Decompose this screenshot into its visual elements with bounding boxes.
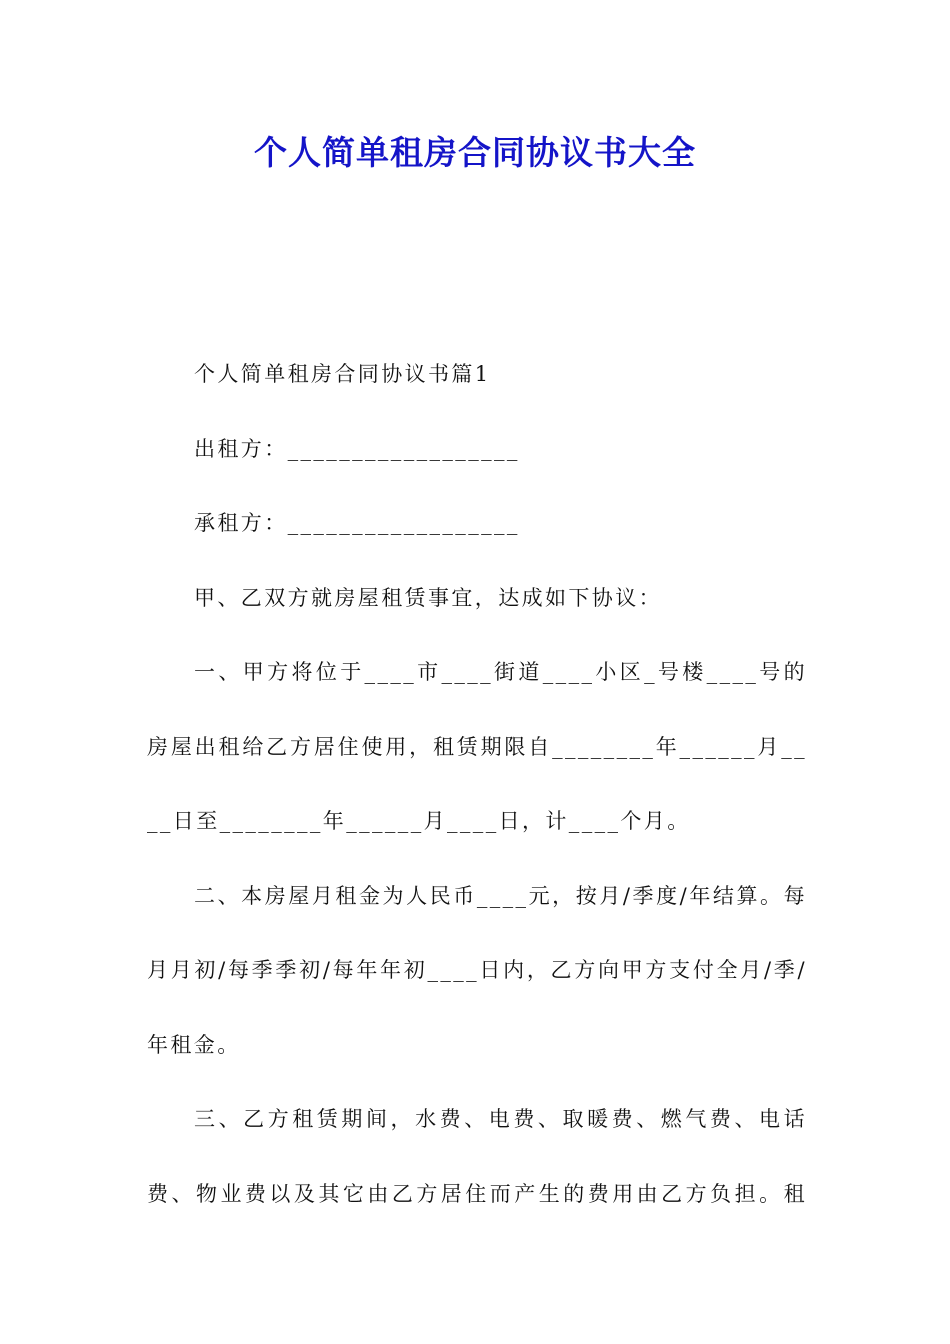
clause-3-paragraph: 三、乙方租赁期间，水费、电费、取暖费、燃气费、电话费、物业费以及其它由乙方居住而产生的费用由乙方负担。租	[147, 1107, 807, 1206]
lessee-line: 承租方：__________________	[194, 511, 520, 535]
clause-1-paragraph: 一、甲方将位于____市____街道____小区_号楼____号的房屋出租给乙方居住使用，租赁期限自________年______月____日至________年______月____日，计____个月。	[147, 660, 807, 833]
lessor-line: 出租方：__________________	[194, 436, 520, 461]
document-body	[147, 337, 807, 1231]
document-title: 个人简单租房合同协议书大全	[254, 133, 696, 172]
clause-2-paragraph: 二、本房屋月租金为人民币____元，按月/季度/年结算。每月月初/每季季初/每年年初____日内，乙方向甲方支付全月/季/年租金。	[147, 883, 807, 1057]
section-heading: 个人简单租房合同协议书篇1	[194, 362, 491, 386]
intro-paragraph: 甲、乙双方就房屋租赁事宜，达成如下协议：	[194, 585, 662, 610]
